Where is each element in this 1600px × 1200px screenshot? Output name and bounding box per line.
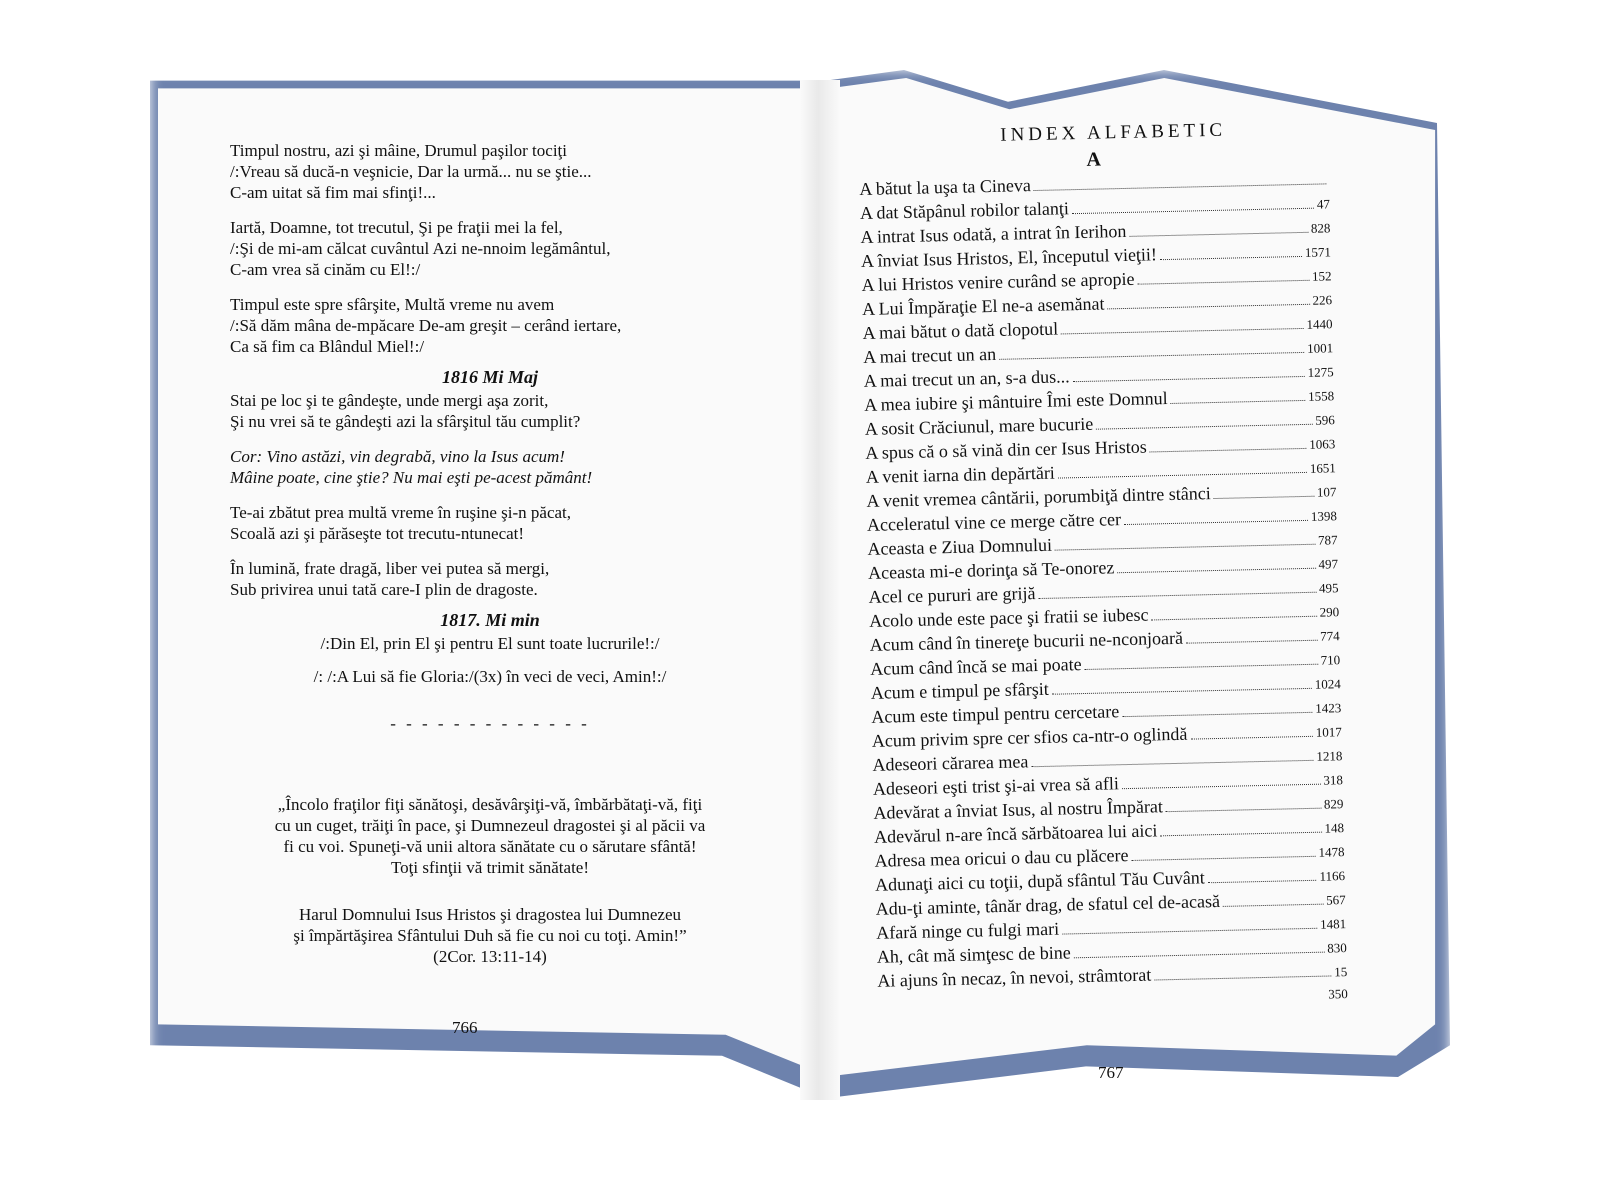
index-page-number: 1001 bbox=[1306, 340, 1334, 356]
closing-blessing bbox=[230, 904, 750, 967]
index-page-number: 350 bbox=[1328, 986, 1348, 1002]
dot-leader bbox=[1132, 856, 1316, 861]
verse-line: C-am uitat să fim mai sfinţi!... bbox=[230, 183, 436, 202]
dot-leader bbox=[1061, 328, 1303, 335]
dot-leader bbox=[1138, 280, 1310, 285]
index-page-number: 1423 bbox=[1315, 700, 1342, 716]
index-page-number: 1558 bbox=[1308, 388, 1335, 404]
song1-verse3 bbox=[230, 558, 750, 600]
dot-leader bbox=[1085, 664, 1318, 670]
index-page-number: 1166 bbox=[1319, 868, 1346, 884]
dot-leader bbox=[1154, 975, 1331, 980]
verse-line: Iartă, Doamne, tot trecutul, Şi pe fraţii mei la fel, bbox=[230, 218, 563, 237]
index-entry-title: Adevărat a înviat Isus, al nostru Împărat bbox=[873, 796, 1164, 823]
index-page-number: 318 bbox=[1323, 772, 1344, 788]
dot-leader bbox=[1150, 448, 1307, 453]
index-page-number: 1024 bbox=[1314, 676, 1341, 692]
dot-leader bbox=[1122, 784, 1321, 790]
dot-leader bbox=[999, 352, 1304, 360]
right-page bbox=[858, 117, 1348, 1016]
quote-line: şi împărtăşirea Sfântului Duh să fie cu noi cu toţi. Amin!” bbox=[293, 926, 687, 945]
index-entry-title: Acum este timpul pentru cercetare bbox=[871, 701, 1120, 727]
song1-chorus bbox=[230, 446, 750, 488]
verse-line: Te-ai zbătut prea multă vreme în ruşine şi-n păcat, bbox=[230, 503, 572, 522]
stanza-3 bbox=[230, 294, 750, 357]
index-entry-title: A înviat Isus Hristos, El, începutul vieţii! bbox=[860, 244, 1158, 271]
dot-leader bbox=[1122, 712, 1312, 717]
index-page-number: 1478 bbox=[1318, 844, 1345, 860]
quote-line: cu un cuget, trăiţi în pace, şi Dumnezeul dragostei şi al păcii va bbox=[274, 816, 706, 835]
index-entry-title: A venit vremea cântării, porumbiţă dintre stânci bbox=[866, 483, 1211, 511]
verse-line: /:Şi de mi-am călcat cuvântul Azi ne-nnoim legământul, bbox=[230, 239, 611, 258]
song2-line2: /: /:A Lui să fie Gloria:/(3x) în veci de veci, Amin!:/ bbox=[313, 667, 667, 686]
dot-leader bbox=[1152, 616, 1317, 621]
dot-leader bbox=[1108, 304, 1310, 310]
index-page-number: 1571 bbox=[1304, 244, 1332, 260]
dot-leader bbox=[1190, 736, 1312, 740]
verse-line: /:Vreau să ducă-n veşnicie, Dar la urmă... nu se ştie... bbox=[230, 162, 592, 181]
index-page-number: 152 bbox=[1311, 268, 1332, 284]
page-number-right: 767 bbox=[1098, 1063, 1124, 1082]
dot-leader bbox=[1214, 496, 1314, 499]
index-entry-title: Adeseori cărarea mea bbox=[872, 751, 1029, 775]
verse-line: Şi nu vrei să te gândeşti azi la sfârşitul tău cumplit? bbox=[230, 412, 581, 431]
index-entry-title: Aceasta e Ziua Domnului bbox=[867, 534, 1053, 559]
left-page bbox=[230, 140, 750, 993]
dot-leader bbox=[1160, 832, 1321, 837]
index-entry-title: Acel ce pururi are grijă bbox=[868, 583, 1036, 607]
index-page-number: 830 bbox=[1327, 940, 1347, 956]
index-entry-title: A dat Stăpânul robilor talanţi bbox=[859, 198, 1070, 223]
index-page-number: 1651 bbox=[1309, 460, 1337, 476]
index-page-number: 1481 bbox=[1320, 916, 1347, 932]
verse-line: Scoală azi şi părăseşte tot trecutu-ntunecat! bbox=[230, 524, 525, 543]
index-page-number: 148 bbox=[1324, 820, 1345, 836]
index-entry-title: A bătut la uşa ta Cineva bbox=[859, 175, 1032, 199]
verse-line: /:Să dăm mâna de-mpăcare De-am greşit – cerând iertare, bbox=[230, 316, 622, 335]
index-list bbox=[859, 166, 1347, 992]
index-page-number: 495 bbox=[1318, 580, 1339, 596]
dot-leader bbox=[1073, 376, 1305, 382]
chorus-line: Cor: Vino astăzi, vin degrabă, vino la Isus acum! bbox=[230, 447, 565, 466]
index-entry-title: A Lui Împăraţie El ne-a asemănat bbox=[861, 293, 1105, 319]
dot-leader bbox=[1171, 400, 1306, 404]
verse-line: Timpul este spre sfârşite, Multă vreme nu avem bbox=[230, 295, 555, 314]
song1-verse1 bbox=[230, 390, 750, 432]
index-entry-title: Acum când încă se mai poate bbox=[870, 654, 1082, 679]
index-page-number: 829 bbox=[1323, 796, 1344, 812]
index-page-number: 828 bbox=[1310, 220, 1331, 236]
index-entry-title: Acceleratul vine ce merge către cer bbox=[866, 509, 1122, 535]
verse-line: Sub privirea unui tată care-I plin de dragoste. bbox=[230, 580, 538, 599]
verse-line: Stai pe loc şi te gândeşte, unde mergi aşa zorit, bbox=[230, 391, 549, 410]
dot-leader bbox=[1208, 880, 1317, 883]
index-page-number: 1275 bbox=[1307, 364, 1334, 380]
index-entry-title: Acum privim spre cer sfios ca-ntr-o oglindă bbox=[871, 723, 1188, 751]
closing-quote bbox=[230, 794, 750, 878]
song-title-1816: 1816 Mi Maj bbox=[441, 367, 538, 387]
chorus-line: Mâine poate, cine ştie? Nu mai eşti pe-acest pământ! bbox=[230, 468, 593, 487]
index-letter: A bbox=[1086, 148, 1102, 171]
dot-leader bbox=[1129, 232, 1308, 237]
song1-verse2 bbox=[230, 502, 750, 544]
stanza-2 bbox=[230, 217, 750, 280]
quote-line: Harul Domnului Isus Hristos şi dragostea lui Dumnezeu bbox=[299, 905, 681, 924]
index-page-number: 710 bbox=[1320, 652, 1341, 668]
index-entry-title: Adresa mea oricui o dau cu plăcere bbox=[874, 845, 1129, 871]
dot-leader bbox=[1072, 208, 1314, 214]
index-page-number: 1440 bbox=[1306, 316, 1333, 332]
dot-leader bbox=[1058, 472, 1307, 479]
index-entry-title: Adevărul n-are încă sărbătoarea lui aici bbox=[873, 820, 1158, 847]
index-page-number: 1218 bbox=[1316, 748, 1343, 764]
index-title: INDEX ALFABETIC bbox=[1000, 119, 1227, 146]
index-entry-title: A mea iubire şi mântuire Îmi este Domnul bbox=[864, 388, 1168, 415]
index-entry-title: A intrat Isus odată, a intrat în Ierihon bbox=[860, 220, 1127, 247]
dot-leader bbox=[1039, 592, 1317, 599]
verse-line: C-am vrea să cinăm cu El!:/ bbox=[230, 260, 421, 279]
index-entry-title: A mai bătut o dată clopotul bbox=[862, 318, 1059, 343]
quote-line: (2Cor. 13:11-14) bbox=[433, 947, 547, 966]
dot-leader bbox=[1186, 640, 1317, 644]
index-entry-title: Adu-ţi aminte, tânăr drag, de sfatul cel de-acasă bbox=[875, 890, 1221, 919]
index-entry-title: Aceasta mi-e dorinţa să Te-onorez bbox=[867, 557, 1115, 583]
dot-leader bbox=[1055, 544, 1315, 551]
verse-line: Timpul nostru, azi şi mâine, Drumul paşilor tociţi bbox=[230, 141, 567, 160]
dot-leader bbox=[1062, 928, 1317, 935]
dot-leader bbox=[1223, 904, 1323, 907]
dot-leader bbox=[1034, 183, 1326, 191]
index-entry-title: Acum e timpul pe sfârşit bbox=[870, 678, 1049, 703]
index-entry-title: Adeseori eşti trist şi-ai vrea să afli bbox=[872, 773, 1120, 799]
index-page-number: 1063 bbox=[1309, 436, 1336, 452]
dot-leader bbox=[1096, 424, 1312, 430]
index-page-number: 290 bbox=[1319, 604, 1340, 620]
index-entry-title: A venit iarna din depărtări bbox=[865, 462, 1056, 487]
index-entry-title: Ah, cât mă simţesc de bine bbox=[876, 942, 1071, 967]
dot-leader bbox=[1052, 688, 1312, 695]
dot-leader bbox=[1074, 952, 1325, 959]
index-entry-title: Adunaţi aici cu toţii, după sfântul Tău Cuvânt bbox=[874, 867, 1205, 895]
index-page-number: 567 bbox=[1325, 892, 1346, 908]
index-page-number: 15 bbox=[1334, 964, 1348, 980]
index-entry-title: Acolo unde este pace şi fratii se iubesc bbox=[868, 604, 1149, 631]
index-page-number: 1017 bbox=[1315, 724, 1342, 740]
dot-leader bbox=[1117, 568, 1315, 573]
index-entry-title: A spus că o să vină din cer Isus Hristos bbox=[865, 436, 1147, 463]
separator: - - - - - - - - - - - - - bbox=[390, 714, 590, 733]
verse-line: Ca să fim ca Blândul Miel!:/ bbox=[230, 337, 425, 356]
index-page-number: 226 bbox=[1312, 292, 1333, 308]
page-number-left: 766 bbox=[452, 1018, 478, 1037]
index-page-number: 1398 bbox=[1310, 508, 1338, 524]
quote-line: Toţi sfinţii vă trimit sănătate! bbox=[390, 858, 590, 877]
dot-leader bbox=[1031, 760, 1313, 767]
quote-line: „Încolo fraţilor fiţi sănătoşi, desăvârşiţi-vă, îmbărbătaţi-vă, fiţi bbox=[277, 795, 703, 814]
index-page-number: 774 bbox=[1319, 628, 1340, 644]
dot-leader bbox=[1124, 520, 1308, 525]
stanza-1 bbox=[230, 140, 750, 203]
index-page-number: 787 bbox=[1317, 532, 1338, 548]
index-entry-title: A mai trecut un an, s-a dus... bbox=[863, 366, 1070, 391]
song-title-1817: 1817. Mi min bbox=[440, 610, 540, 630]
index-page-number: 107 bbox=[1316, 484, 1337, 500]
index-page-number: 497 bbox=[1318, 556, 1339, 572]
index-entry-title: Afară ninge cu fulgi mari bbox=[876, 918, 1060, 943]
index-entry-title: Ai ajuns în necaz, în nevoi, strâmtorat bbox=[877, 964, 1152, 991]
index-page-number: 596 bbox=[1315, 412, 1335, 428]
index-entry-title: Acum când în tinereţe bucurii ne-nconjoară bbox=[869, 627, 1184, 655]
dot-leader bbox=[1166, 808, 1321, 813]
quote-line: fi cu voi. Spuneţi-vă unii altora sănătate cu o sărutare sfântă! bbox=[283, 837, 697, 856]
index-page-number: 47 bbox=[1316, 196, 1331, 212]
index-entry-title: A lui Hristos venire curând se apropie bbox=[861, 268, 1135, 295]
verse-line: În lumină, frate dragă, liber vei putea să mergi, bbox=[230, 559, 550, 578]
index-entry-title: A mai trecut un an bbox=[862, 343, 997, 367]
song2-line1: /:Din El, prin El şi pentru El sunt toate lucrurile!:/ bbox=[320, 634, 660, 653]
index-entry-title: A sosit Crăciunul, mare bucurie bbox=[864, 413, 1094, 439]
book-gutter bbox=[800, 80, 840, 1100]
dot-leader bbox=[1160, 256, 1302, 260]
